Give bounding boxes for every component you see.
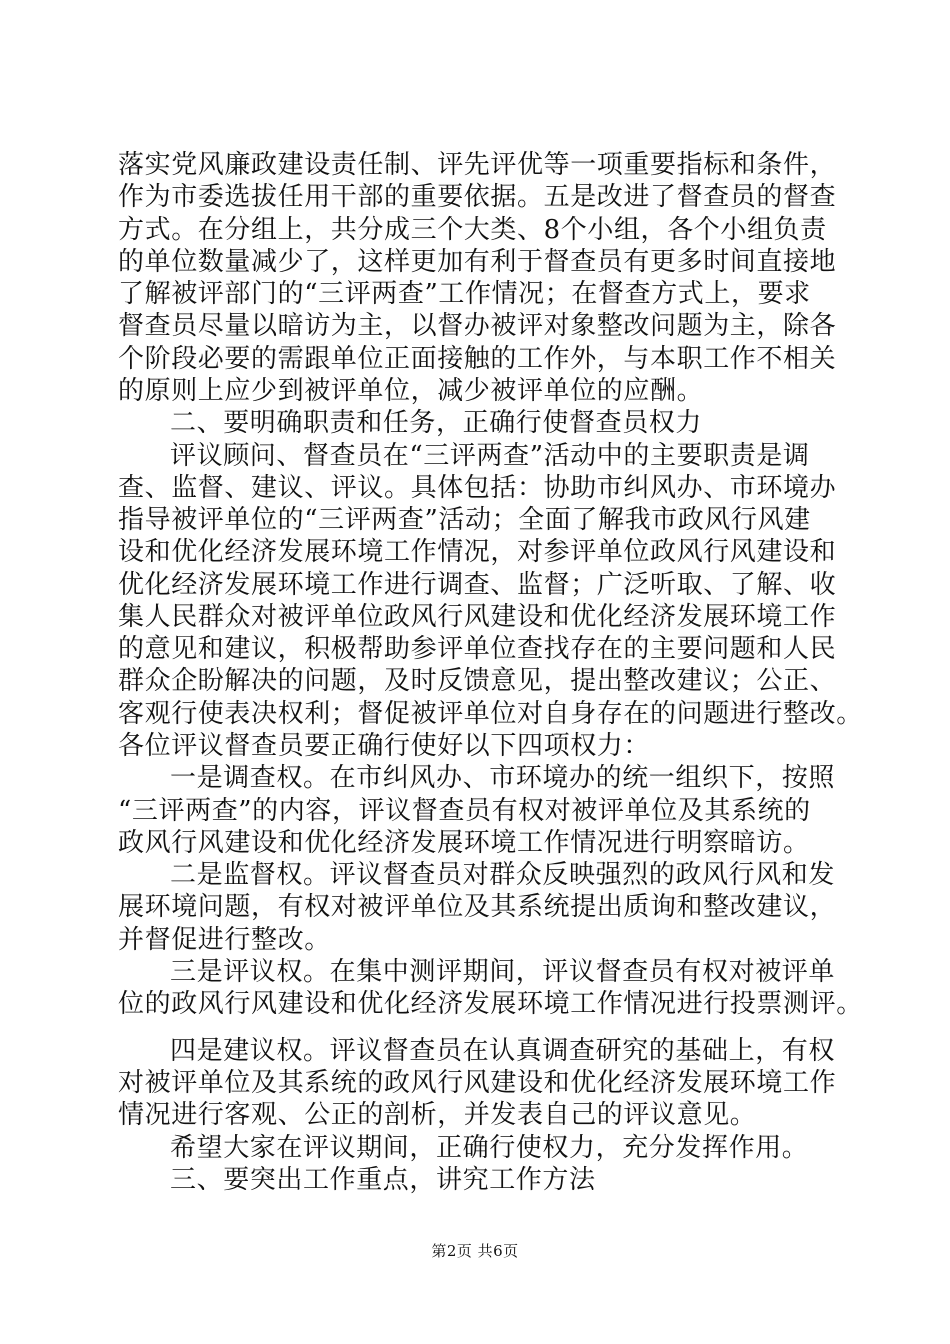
text-line: 的单位数量减少了，这样更加有利于督查员有更多时间直接地 bbox=[118, 246, 837, 277]
text-line: 作为市委选拔任用干部的重要依据。五是改进了督查员的督查 bbox=[118, 182, 837, 213]
text-line: 对被评单位及其系统的政风行风建设和优化经济发展环境工作 bbox=[118, 1068, 837, 1099]
text-line: 方式。在分组上，共分成三个大类、8个小组，各个小组负责 bbox=[118, 214, 827, 245]
text-line: 二、要明确职责和任务，正确行使督查员权力 bbox=[170, 408, 703, 439]
text-line: 集人民群众对被评单位政风行风建设和优化经济发展环境工作 bbox=[118, 601, 837, 632]
text-line: 位的政风行风建设和优化经济发展环境工作情况进行投票测评。 bbox=[118, 989, 863, 1020]
text-line: 三、要突出工作重点，讲究工作方法 bbox=[170, 1165, 596, 1195]
text-line: 督查员尽量以暗访为主，以督办被评对象整改问题为主，除各 bbox=[118, 311, 837, 342]
page-footer: 第2页 共6页 bbox=[431, 1242, 519, 1260]
text-line: 了解被评部门的“三评两查”工作情况；在督查方式上，要求 bbox=[118, 279, 811, 310]
text-line: 的原则上应少到被评单位，减少被评单位的应酬。 bbox=[118, 375, 704, 406]
text-line: “三评两查”的内容，评议督查员有权对被评单位及其系统的 bbox=[118, 795, 811, 826]
text-line: 评议顾问、督查员在“三评两查”活动中的主要职责是调 bbox=[170, 440, 810, 471]
text-line: 设和优化经济发展环境工作情况，对参评单位政风行风建设和 bbox=[118, 537, 837, 568]
text-line: 希望大家在评议期间，正确行使权力，充分发挥作用。 bbox=[170, 1132, 809, 1163]
text-line: 群众企盼解决的问题，及时反馈意见，提出整改建议；公正、 bbox=[118, 666, 837, 697]
text-line: 三是评议权。在集中测评期间，评议督查员有权对被评单 bbox=[170, 956, 836, 987]
text-line: 一是调查权。在市纠风办、市环境办的统一组织下，按照 bbox=[170, 763, 836, 794]
text-line: 政风行风建设和优化经济发展环境工作情况进行明察暗访。 bbox=[118, 827, 810, 858]
text-line: 客观行使表决权利；督促被评单位对自身存在的问题进行整改。 bbox=[118, 698, 863, 729]
text-line: 二是监督权。评议督查员对群众反映强烈的政风行风和发 bbox=[170, 860, 836, 891]
text-line: 展环境问题，有权对被评单位及其系统提出质询和整改建议， bbox=[118, 892, 837, 923]
text-line: 落实党风廉政建设责任制、评先评优等一项重要指标和条件， bbox=[118, 150, 837, 180]
text-line: 指导被评单位的“三评两查”活动；全面了解我市政风行风建 bbox=[118, 505, 811, 536]
text-line: 四是建议权。评议督查员在认真调查研究的基础上，有权 bbox=[170, 1035, 836, 1066]
text-line: 情况进行客观、公正的剖析，并发表自己的评议意见。 bbox=[118, 1100, 757, 1131]
text-line: 各位评议督查员要正确行使好以下四项权力： bbox=[118, 731, 651, 762]
text-line: 的意见和建议，积极帮助参评单位查找存在的主要问题和人民 bbox=[118, 634, 837, 665]
text-line: 个阶段必要的需跟单位正面接触的工作外，与本职工作不相关 bbox=[118, 343, 837, 374]
text-line: 优化经济发展环境工作进行调查、监督；广泛听取、了解、收 bbox=[118, 569, 837, 600]
text-line: 并督促进行整改。 bbox=[118, 924, 331, 955]
text-line: 查、监督、建议、评议。具体包括：协助市纠风办、市环境办 bbox=[118, 472, 837, 503]
